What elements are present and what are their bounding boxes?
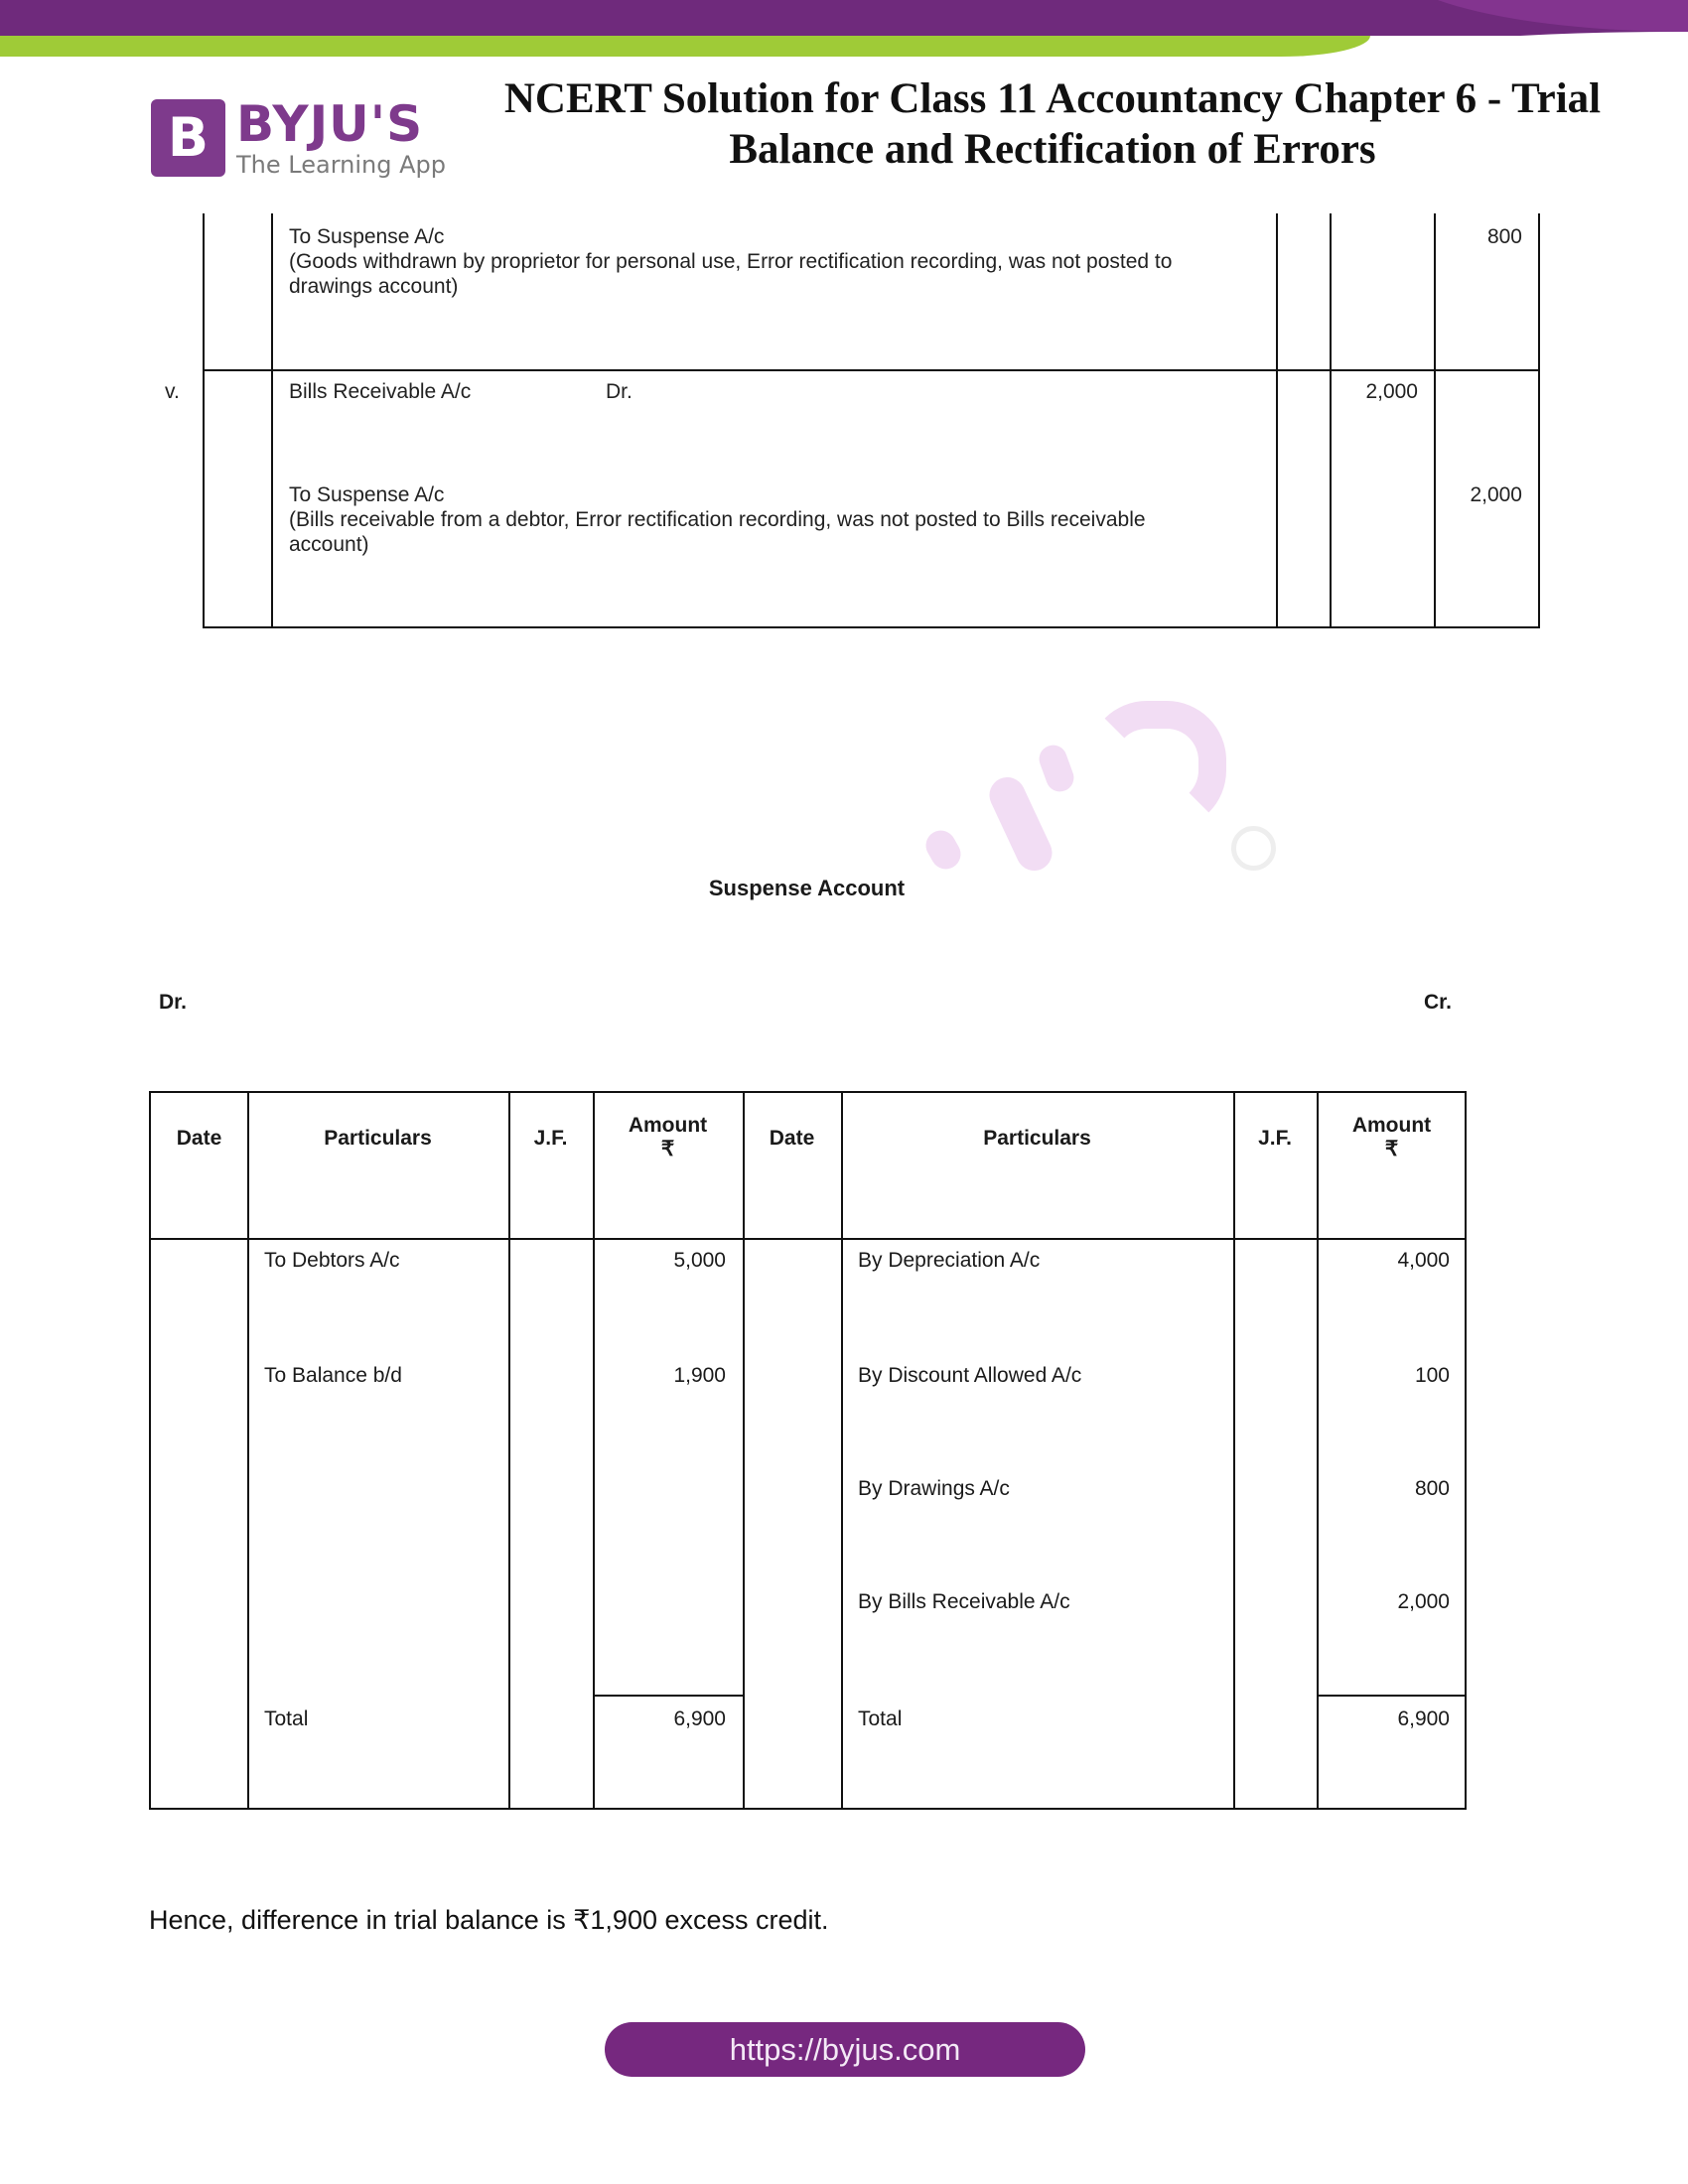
col-header-particulars: Particulars <box>324 1127 432 1150</box>
journal-col-divider <box>1434 213 1436 628</box>
credit-row-amount: 4,000 <box>1397 1249 1450 1272</box>
page-title <box>467 73 1638 175</box>
debit-side-label: Dr. <box>159 991 188 1014</box>
journal-serial: v. <box>165 380 180 403</box>
journal-credit-amount: 2,000 <box>1470 483 1522 506</box>
journal-debit-line: Bills Receivable A/c <box>289 380 472 403</box>
journal-narration: (Goods withdrawn by proprietor for personal use, Error rectification recording, was not posted to <box>289 250 1173 273</box>
credit-row-amount: 100 <box>1414 1364 1450 1387</box>
col-header-jf: J.F. <box>1258 1127 1292 1150</box>
journal-debit-amount: 2,000 <box>1365 380 1418 403</box>
conclusion-text: Hence, difference in trial balance is ₹1,900 excess credit. <box>149 1905 829 1935</box>
footer-website-link[interactable]: https://byjus.com <box>605 2022 1085 2077</box>
credit-row-particulars: By Discount Allowed A/c <box>858 1364 1082 1387</box>
journal-border-bottom <box>203 626 1540 628</box>
credit-row-particulars: By Bills Receivable A/c <box>858 1590 1070 1613</box>
credit-total-line <box>1317 1695 1467 1697</box>
journal-debit-marker: Dr. <box>606 380 633 403</box>
credit-row-particulars: By Drawings A/c <box>858 1477 1010 1500</box>
journal-col-divider <box>1330 213 1332 628</box>
byjus-logo-icon <box>151 99 225 177</box>
ledger-title: Suspense Account <box>708 876 906 900</box>
debit-total-line <box>593 1695 743 1697</box>
page-title-line-2: Balance and Rectification of Errors <box>729 126 1376 173</box>
logo-glyph: B <box>167 106 210 169</box>
journal-narration: drawings account) <box>289 275 459 298</box>
debit-row-particulars: To Balance b/d <box>264 1364 402 1387</box>
debit-row-amount: 1,900 <box>673 1364 726 1387</box>
brand-tagline: The Learning App <box>236 151 446 179</box>
col-header-date: Date <box>176 1127 222 1150</box>
rupee-icon: ₹ <box>660 1138 675 1160</box>
header-band-curve <box>1380 32 1688 62</box>
page-title-line-1: NCERT Solution for Class 11 Accountancy Chapter 6 - Trial <box>503 75 1602 122</box>
col-header-jf: J.F. <box>533 1127 568 1150</box>
debit-row-amount: 5,000 <box>673 1249 726 1272</box>
header-band-green <box>0 36 1370 57</box>
debit-row-particulars: To Debtors A/c <box>264 1249 400 1272</box>
credit-total-amount: 6,900 <box>1397 1707 1450 1730</box>
debit-total-amount: 6,900 <box>673 1707 726 1730</box>
col-header-date: Date <box>769 1127 815 1150</box>
credit-total-label: Total <box>858 1707 903 1730</box>
ledger-col-divider <box>1233 1093 1235 1808</box>
ledger-header-divider <box>151 1238 1465 1240</box>
journal-credit-line: To Suspense A/c <box>289 483 445 506</box>
debit-total-label: Total <box>264 1707 309 1730</box>
journal-narration: account) <box>289 533 369 556</box>
ledger-col-divider <box>841 1093 843 1808</box>
credit-row-particulars: By Depreciation A/c <box>858 1249 1041 1272</box>
journal-col-divider <box>1276 213 1278 628</box>
rupee-icon: ₹ <box>1384 1138 1399 1160</box>
journal-border-left <box>203 213 205 628</box>
brand-name: BYJU'S <box>236 95 424 153</box>
journal-border-right <box>1538 213 1540 628</box>
journal-col-divider <box>271 213 273 628</box>
credit-row-amount: 2,000 <box>1397 1590 1450 1613</box>
col-header-particulars: Particulars <box>983 1127 1091 1150</box>
journal-row-divider <box>203 369 1540 371</box>
col-header-amount: Amount <box>628 1114 708 1137</box>
credit-side-label: Cr. <box>1424 991 1453 1014</box>
journal-credit-amount: 800 <box>1486 225 1522 248</box>
suspense-account-ledger <box>149 1091 1467 1810</box>
ledger-col-divider <box>247 1093 249 1808</box>
col-header-amount: Amount <box>1351 1114 1432 1137</box>
ledger-col-divider <box>508 1093 510 1808</box>
header-band-purple <box>0 0 1688 36</box>
ledger-col-divider <box>743 1093 745 1808</box>
credit-row-amount: 800 <box>1414 1477 1450 1500</box>
journal-credit-line: To Suspense A/c <box>289 225 445 248</box>
journal-narration: (Bills receivable from a debtor, Error rectification recording, was not posted to Bills receivable <box>289 508 1146 531</box>
ledger-col-divider <box>593 1093 595 1808</box>
ledger-col-divider <box>1317 1093 1319 1808</box>
